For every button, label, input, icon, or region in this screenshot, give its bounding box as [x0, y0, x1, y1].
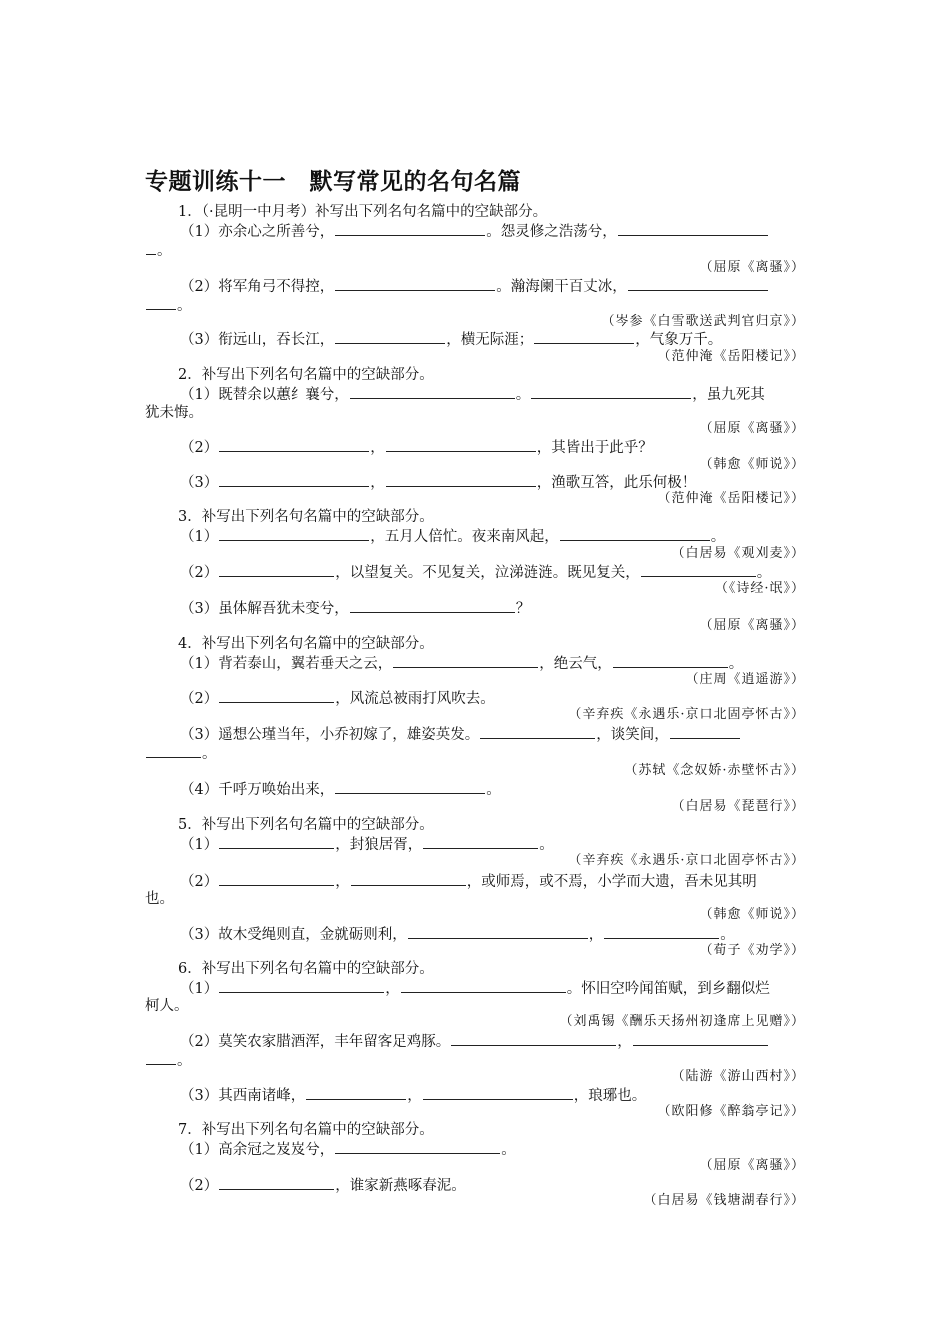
- question-6-line-cont: 柯人。: [145, 998, 189, 1014]
- question-1-line: （1）亦余心之所善兮， 。怨灵修之浩荡兮，: [145, 222, 840, 241]
- source-citation: （屈原《离骚》）: [699, 421, 805, 436]
- source-citation: （白居易《琵琶行》）: [671, 799, 805, 814]
- answer-blank[interactable]: [350, 599, 515, 613]
- answer-blank[interactable]: [219, 527, 369, 541]
- question-3-line: （3）虽体解吾犹未变兮， ？: [180, 601, 531, 617]
- answer-blank[interactable]: [618, 222, 768, 236]
- source-citation: （屈原《离骚》）: [699, 618, 805, 633]
- question-1-line-cont: 。: [145, 241, 805, 260]
- answer-blank[interactable]: [423, 835, 538, 849]
- question-4-line: （2） ，风流总被雨打风吹去。: [180, 691, 495, 707]
- source-citation: （辛弃疾《永遇乐·京口北固亭怀古》）: [568, 707, 805, 722]
- source-citation: （欧阳修《醉翁亭记》）: [657, 1104, 805, 1119]
- answer-blank[interactable]: [219, 563, 334, 577]
- answer-blank[interactable]: [423, 1086, 573, 1100]
- answer-blank[interactable]: [401, 979, 566, 993]
- question-2-line: （2） ， ，其皆出于此乎？: [180, 440, 653, 456]
- answer-blank[interactable]: [335, 780, 485, 794]
- answer-blank[interactable]: [306, 1086, 406, 1100]
- answer-blank[interactable]: [386, 473, 536, 487]
- source-citation: （屈原《离骚》）: [699, 1158, 805, 1173]
- source-citation: （刘禹锡《酬乐天扬州初逢席上见赠》）: [559, 1014, 805, 1029]
- question-4-line: （1）背若泰山，翼若垂天之云， ，绝云气， 。: [180, 656, 744, 672]
- question-7-stem: 7．补写出下列名句名篇中的空缺部分。: [178, 1122, 434, 1138]
- answer-blank[interactable]: [146, 296, 176, 310]
- answer-blank[interactable]: [386, 438, 536, 452]
- question-7-line: （1）高余冠之岌岌兮， 。: [180, 1142, 516, 1158]
- source-citation: （屈原《离骚》）: [699, 260, 805, 275]
- answer-blank[interactable]: [604, 925, 719, 939]
- source-citation: （辛弃疾《永遇乐·京口北固亭怀古》）: [568, 853, 805, 868]
- answer-blank[interactable]: [633, 1032, 768, 1046]
- source-citation: （陆游《游山西村》）: [671, 1069, 805, 1084]
- answer-blank[interactable]: [351, 872, 466, 886]
- answer-blank[interactable]: [219, 872, 334, 886]
- question-6-line: （3）其西南诸峰， ， ，琅琊也。: [180, 1088, 647, 1104]
- answer-blank[interactable]: [628, 277, 768, 291]
- answer-blank[interactable]: [219, 689, 334, 703]
- source-citation: （范仲淹《岳阳楼记》）: [657, 349, 805, 364]
- page-title: 专题训练十一 默写常见的名句名篇: [145, 169, 521, 195]
- answer-blank[interactable]: [451, 1032, 616, 1046]
- answer-blank[interactable]: [335, 330, 445, 344]
- question-1-stem: 1．（·昆明一中月考）补写出下列名句名篇中的空缺部分。: [178, 204, 548, 220]
- question-4-line: （3）遥想公瑾当年，小乔初嫁了，雄姿英发。 ，谈笑间，: [145, 725, 840, 744]
- question-3-line: （1） ，五月人倍忙。夜来南风起， 。: [180, 529, 726, 545]
- answer-blank[interactable]: [531, 385, 691, 399]
- question-6-line: （1） ， 。怀旧空吟闻笛赋，到乡翻似烂: [180, 981, 770, 997]
- question-2-line: （3） ， ，渔歌互答，此乐何极！: [180, 475, 697, 491]
- question-4-line-cont: 。: [145, 744, 805, 763]
- answer-blank[interactable]: [219, 979, 384, 993]
- answer-blank[interactable]: [146, 1051, 176, 1065]
- answer-blank[interactable]: [335, 222, 485, 236]
- answer-blank[interactable]: [219, 438, 369, 452]
- question-3-line: （2） ，以望复关。不见复关，泣涕涟涟。既见复关， 。: [180, 565, 772, 581]
- source-citation: （《诗经·氓》）: [714, 581, 805, 596]
- source-citation: （白居易《钱塘湖春行》）: [643, 1193, 805, 1208]
- answer-blank[interactable]: [480, 725, 595, 739]
- source-citation: （韩愈《师说》）: [699, 457, 805, 472]
- answer-blank[interactable]: [560, 527, 710, 541]
- question-7-line: （2） ，谁家新燕啄春泥。: [180, 1178, 466, 1194]
- answer-blank[interactable]: [641, 563, 756, 577]
- answer-blank[interactable]: [335, 277, 495, 291]
- question-5-line: （3）故木受绳则直，金就砺则利， ， 。: [180, 927, 735, 943]
- question-6-stem: 6．补写出下列名句名篇中的空缺部分。: [178, 961, 434, 977]
- question-5-line-cont: 也。: [145, 891, 174, 907]
- source-citation: （岑参《白雪歌送武判官归京》）: [601, 314, 805, 329]
- source-citation: （白居易《观刈麦》）: [671, 546, 805, 561]
- answer-blank[interactable]: [146, 744, 201, 758]
- answer-blank[interactable]: [613, 654, 728, 668]
- question-6-line: （2）莫笑农家腊酒浑，丰年留客足鸡豚。 ，: [145, 1032, 840, 1051]
- question-1-line: （2）将军角弓不得控， 。瀚海阑干百丈冰，: [145, 277, 840, 296]
- question-3-stem: 3．补写出下列名句名篇中的空缺部分。: [178, 509, 434, 525]
- source-citation: （韩愈《师说》）: [699, 907, 805, 922]
- question-2-stem: 2．补写出下列名句名篇中的空缺部分。: [178, 367, 434, 383]
- answer-blank[interactable]: [350, 385, 515, 399]
- answer-blank[interactable]: [219, 473, 369, 487]
- question-2-line: （1）既替余以蕙纟襄兮， 。 ，虽九死其: [180, 387, 765, 403]
- answer-blank[interactable]: [335, 1140, 500, 1154]
- question-6-line-cont: 。: [145, 1051, 805, 1070]
- source-citation: （范仲淹《岳阳楼记》）: [657, 491, 805, 506]
- source-citation: （荀子《劝学》）: [699, 943, 805, 958]
- question-5-line: （2） ， ，或师焉，或不焉，小学而大遗，吾未见其明: [180, 874, 757, 890]
- question-4-line: （4）千呼万唤始出来， 。: [180, 782, 501, 798]
- answer-blank[interactable]: [219, 835, 334, 849]
- question-5-stem: 5．补写出下列名句名篇中的空缺部分。: [178, 817, 434, 833]
- question-5-line: （1） ，封狼居胥， 。: [180, 837, 554, 853]
- answer-blank[interactable]: [670, 725, 740, 739]
- question-2-line-cont: 犹未悔。: [145, 405, 203, 421]
- answer-blank[interactable]: [393, 654, 538, 668]
- answer-blank[interactable]: [146, 241, 156, 255]
- question-1-line-cont: 。: [145, 296, 805, 315]
- answer-blank[interactable]: [408, 925, 588, 939]
- source-citation: （苏轼《念奴娇·赤壁怀古》）: [624, 763, 805, 778]
- question-4-stem: 4．补写出下列名句名篇中的空缺部分。: [178, 636, 434, 652]
- source-citation: （庄周《逍遥游》）: [685, 672, 805, 687]
- question-1-line: （3）衔远山，吞长江， ，横无际涯； ，气象万千。: [180, 332, 723, 348]
- answer-blank[interactable]: [219, 1176, 334, 1190]
- answer-blank[interactable]: [534, 330, 634, 344]
